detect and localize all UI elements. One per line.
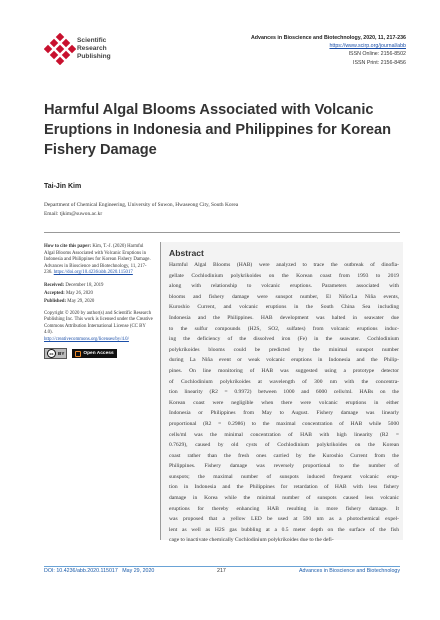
publisher-name [77,37,111,61]
abstract-line: of Cochlodinium polykrikoides at wavelength of 300 nm with the concentra- [169,378,399,385]
footer-doi-text: DOI: 10.4236/abb.2020.115017 [44,568,118,574]
open-access-badge[interactable] [72,349,116,358]
affiliation-block [44,201,238,219]
abstract-line: tion linearity (R2 = 0.9972) between 1000 and 6000 cells/ml. HABs on the [169,389,399,396]
journal-url-link[interactable]: https://www.scirp.org/journal/abb [329,43,406,50]
creative-commons-icon: cc [47,349,56,358]
cite-text: Kim, T.-J. (2020) Harmful Algal Blooms Associated with Volcanic Eruptions in Indonesia and Philippines for Korean Fishery Damage. Advances in Bioscience and Biotechnology, 11, 217-236. [44,244,151,276]
cite-label: How to cite this paper: [44,244,92,249]
copyright-text: Copyright © 2020 by author(s) and Scientific Research Publishing Inc. This work is licensed under the Creative Commons Attribution International License (CC BY 4.0). [44,310,153,336]
accepted-date: May 26, 2020 [65,290,93,296]
journal-info [251,34,406,67]
abstract-line: during La Niña event or weak volcanic eruptions in Indonesia and the Philip- [169,357,399,364]
abstract-line: Indonesia or Philippines from May to August. Fishery damage was linearly [169,410,399,417]
open-lock-icon [75,351,81,357]
header-divider [44,232,400,233]
affiliation: Department of Chemical Engineering, University of Suwon, Hwaseong City, South Korea [44,202,239,208]
abstract-line: proportional (R2 = 0.2986) to the maximal concentration of HAB while 5000 [169,420,399,427]
abstract-line: along with relationship to volcanic eruptions. Parameters associated with [169,283,399,290]
page-number: 217 [217,568,226,574]
abstract-line: lent as well as H2S gas bubbling at a 0.5 meter depth on the surface of the fish [169,526,399,533]
cite-doi-link[interactable]: https://doi.org/10.4236/abb.2020.115017 [53,270,133,276]
citation [44,244,155,277]
abstract-body [169,260,403,546]
footer-divider [44,566,400,567]
publisher-line-3: Publishing [77,53,111,60]
received-date: December 18, 2019 [65,282,104,288]
abstract-line: blooms and fishery damage were sunspot number, El Niño/La Niña events, [169,293,399,300]
abstract-line: tion in Indonesia and the Philippines for retardation of HAB with less fishery [169,484,399,491]
abstract-line: Indonesia and the Philippines. HAB development was halted in seawater due [169,314,399,321]
abstract-line: coast rather than the fresh ones carried by the Kuroshio Current from the [169,452,399,459]
abstract-line: gellate Cochlodinium polykrikoides on the Korean coast from 1993 to 2019 [169,272,399,279]
received-label: Received: [44,282,65,288]
article-info-sidebar [44,244,155,359]
author-name: Tai-Jin Kim [44,183,82,190]
abstract-line: Korean coast were negligible when there were volcanic eruptions in either [169,399,399,406]
issn-print: ISSN Print: 2156-8456 [353,59,406,66]
abstract-line: was proposed that a yellow LED be used at 590 nm as a photochemical expel- [169,516,399,523]
publisher-logo [44,33,144,67]
cc-by-badge[interactable] [44,348,67,359]
abstract-line: cage to inactivate chemically Cochlodinium polykrikoides due to the defi- [169,537,334,544]
abstract-line: ing the deficiency of the dissolved iron (Fe) in the seawater. Cochlodinium [169,336,399,343]
license-badges [44,348,155,359]
abstract-heading: Abstract [169,248,204,258]
published-label: Published: [44,298,67,304]
abstract-line: 0.7629), caused by old cysts of Cochlodinium polykrikoides on the Korean [169,442,399,449]
abstract-line: Harmful Algal Blooms (HAB) were analyzed to trace the outbreak of dinofla- [169,262,399,268]
abstract-line: sunspots; the maximal number of sunspots induced frequent volcanic erup- [169,473,399,480]
publisher-line-1: Scientific [77,37,107,44]
author-email: Email: tjkim@suwon.ac.kr [44,211,103,217]
article-dates [44,282,155,306]
publisher-line-2: Research [77,45,107,52]
copyright [44,311,155,344]
published-date: May 29, 2020 [67,298,95,304]
abstract-line: damage in Korea while the minimal number of sunspots caused less volcanic [169,495,399,502]
abstract-line: pines. On line monitoring of HAB was suggested using a prototype detector [169,367,399,374]
scirp-logo-icon [44,33,76,65]
accepted-label: Accepted: [44,290,65,296]
abstract-line: Philippines. Fishery damage was reversely proportional to the number of [169,463,399,470]
abstract-line: polykrikoides blooms could be predicted by the minimal sunspot number [169,346,399,353]
abstract-line: to the sulfur compounds (H2S, SO2, sulfates) from volcanic eruptions induc- [169,325,399,332]
abstract-line: eruptions for thereby enhancing HAB resulting in more fishery damage. It [169,505,399,512]
abstract-line: cells/ml was the minimal concentration of HAB with high linearity (R2 = [169,431,399,438]
abstract-box [160,242,403,544]
journal-line: Advances in Bioscience and Biotechnology, 2020, 11, 217-236 [250,35,406,41]
license-link[interactable]: http://creativecommons.org/licenses/by/4.0/ [44,336,129,342]
open-access-label: Open Access [83,350,114,356]
footer-date: May 29, 2020 [122,568,155,574]
abstract-line: Kuroshio Current, and volcanic eruptions in the South China Sea including [169,304,399,311]
cc-by-label: BY [58,350,65,356]
footer-doi [44,568,154,574]
paper-title: Harmful Algal Blooms Associated with Volcanic Eruptions in Indonesia and Philippines for Korean Fishery Damage [44,102,392,158]
issn-online: ISSN Online: 2156-8502 [348,51,406,58]
footer-journal: Advances in Bioscience and Biotechnology [298,568,400,574]
